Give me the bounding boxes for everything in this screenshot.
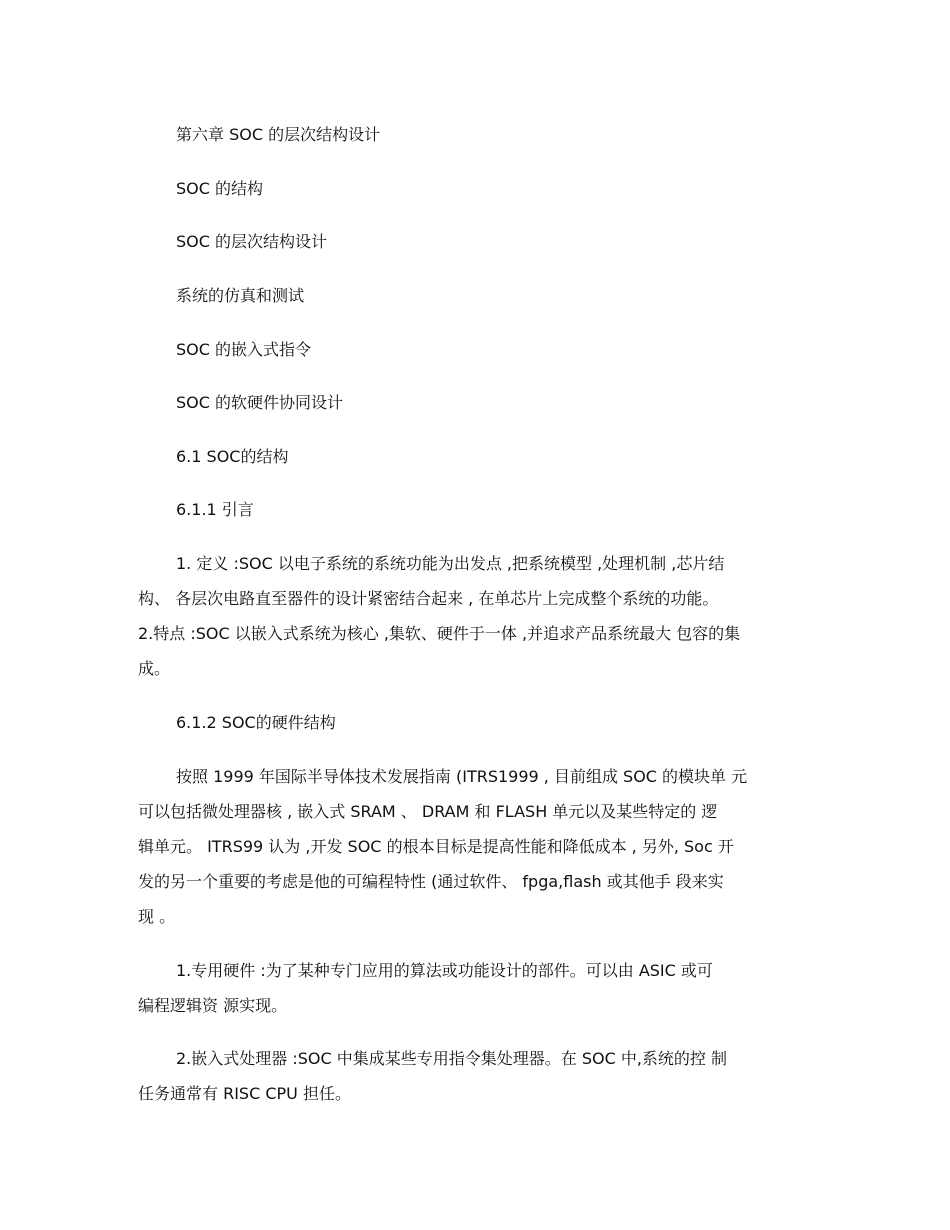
toc-item-embedded-instructions: SOC 的嵌入式指令: [176, 340, 312, 359]
text-line: 编程逻辑资 源实现。: [138, 996, 288, 1015]
text-line: 任务通常有 RISC CPU 担任。: [138, 1084, 351, 1103]
toc-item-simulation-test: 系统的仿真和测试: [176, 286, 305, 305]
section-heading-6-1-1: 6.1.1 引言: [176, 500, 254, 519]
section-heading-6-1: 6.1 SOC的结构: [176, 447, 289, 466]
toc-item-hw-sw-codesign: SOC 的软硬件协同设计: [176, 393, 344, 412]
item2-paragraph: [138, 1041, 810, 1111]
hardware-paragraph: [138, 759, 810, 934]
intro-paragraph: [138, 546, 810, 686]
text-line: 2.特点 :SOC 以嵌入式系统为核心 ,集软、硬件于一体 ,并追求产品系统最大 包容的集: [138, 624, 741, 643]
toc-item-soc-structure: SOC 的结构: [176, 179, 264, 198]
text-line: 辑单元。 ITRS99 认为 ,开发 SOC 的根本目标是提高性能和降低成本 , 另外, Soc 开: [138, 837, 734, 856]
text-line: 发的另一个重要的考虑是他的可编程特性 (通过软件、 fpga,flash 或其他手 段来实: [138, 872, 724, 891]
section-heading-6-1-2: 6.1.2 SOC的硬件结构: [176, 713, 336, 732]
item1-paragraph: [138, 953, 810, 1023]
text-line: 1. 定义 :SOC 以电子系统的系统功能为出发点 ,把系统模型 ,处理机制 ,芯片结: [176, 554, 725, 573]
text-line: 构、 各层次电路直至器件的设计紧密结合起来 , 在单芯片上完成整个系统的功能。: [138, 589, 719, 608]
text-line: 现 。: [138, 907, 176, 926]
text-line: 按照 1999 年国际半导体技术发展指南 (ITRS1999 , 目前组成 SOC 的模块单 元: [176, 767, 748, 786]
text-line: 1.专用硬件 :为了某种专门应用的算法或功能设计的部件。可以由 ASIC 或可: [176, 961, 713, 980]
text-line: 2.嵌入式处理器 :SOC 中集成某些专用指令集处理器。在 SOC 中,系统的控 制: [176, 1049, 728, 1068]
toc-item-hierarchy-design: SOC 的层次结构设计: [176, 232, 328, 251]
toc-chapter-title: 第六章 SOC 的层次结构设计: [176, 125, 381, 144]
text-line: 可以包括微处理器核 , 嵌入式 SRAM 、 DRAM 和 FLASH 单元以及某些特定的 逻: [138, 802, 718, 821]
text-line: 成。: [138, 659, 171, 678]
